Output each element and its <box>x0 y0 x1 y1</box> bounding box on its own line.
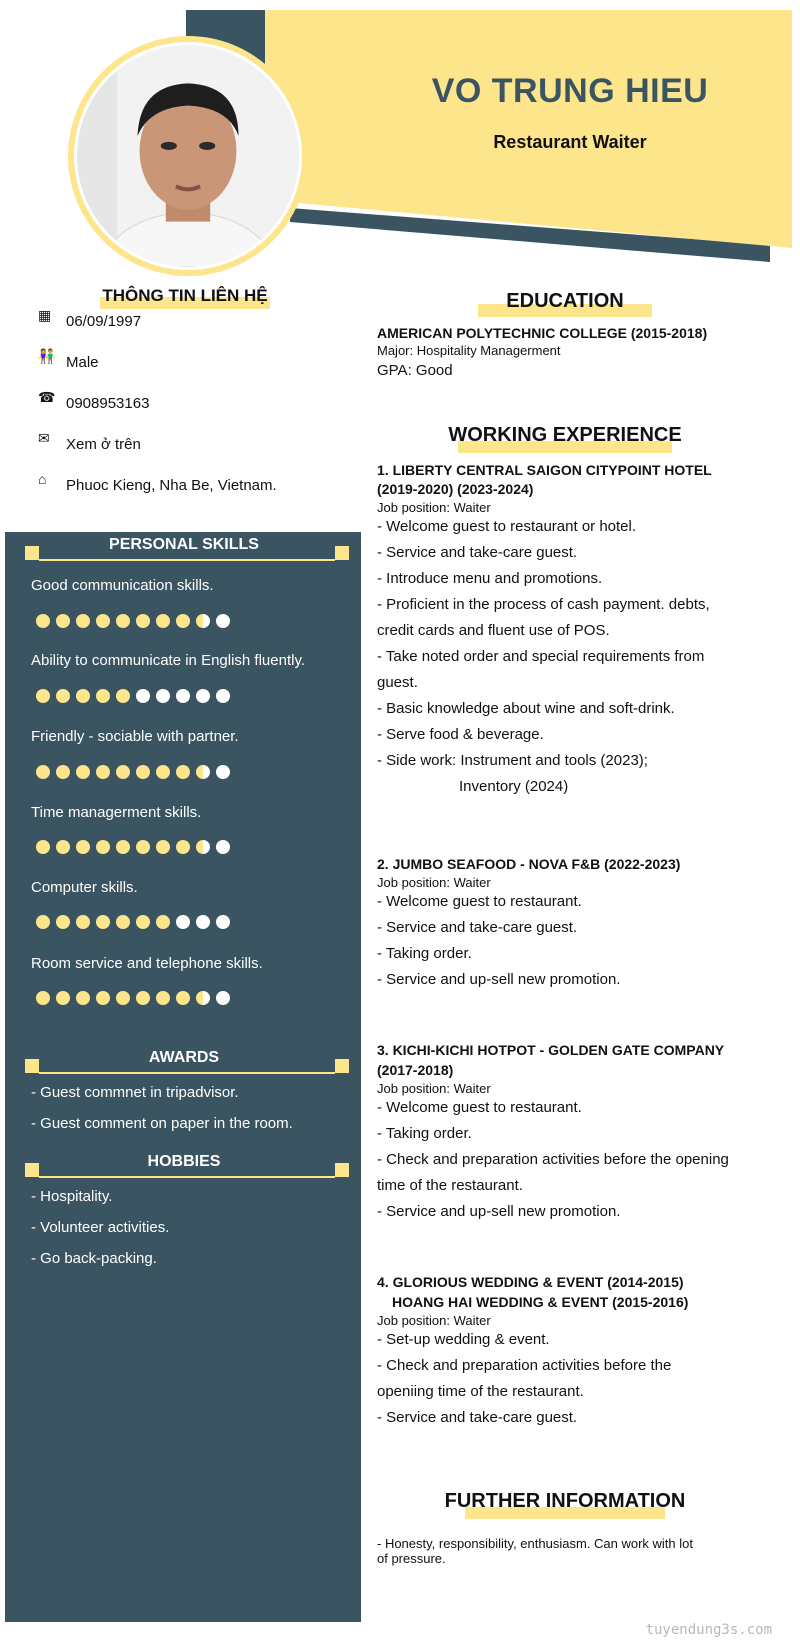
skill-dot <box>196 614 210 628</box>
skills-title: PERSONAL SKILLS <box>109 536 259 553</box>
job-duty: - Side work: Instrument and tools (2023); <box>377 752 648 769</box>
job-duty: - Taking order. <box>377 1125 472 1142</box>
skill-dot <box>176 840 190 854</box>
skill-dot <box>196 915 210 929</box>
skill-dot <box>176 689 190 703</box>
skill-dot <box>56 689 70 703</box>
further-text: of pressure. <box>377 1551 446 1566</box>
skill-dot <box>96 689 110 703</box>
job-position: Job position: Waiter <box>377 1081 491 1096</box>
hobby-item: - Go back-packing. <box>31 1250 157 1267</box>
job-position: Job position: Waiter <box>377 1313 491 1328</box>
contact-gender: 👫 Male <box>38 348 99 371</box>
job-duty: - Take noted order and special requirements from <box>377 648 705 665</box>
gender-icon: 👫 <box>38 348 56 364</box>
skill-dot <box>56 840 70 854</box>
skill-dot <box>76 765 90 779</box>
skill-dot <box>56 614 70 628</box>
job-duty: - Check and preparation activities before the <box>377 1357 672 1374</box>
skill-dot <box>136 614 150 628</box>
job-duty: openiing time of the restaurant. <box>377 1383 584 1400</box>
job-position: Job position: Waiter <box>377 500 491 515</box>
skill-dot <box>176 915 190 929</box>
job-duty: - Set-up wedding & event. <box>377 1331 550 1348</box>
job-duty: - Introduce menu and promotions. <box>377 570 603 587</box>
job-duty: - Service and take-care guest. <box>377 544 578 561</box>
job-heading: 2. JUMBO SEAFOOD - NOVA F&B (2022-2023) <box>377 856 681 872</box>
skill-dot <box>56 991 70 1005</box>
job-duty: guest. <box>377 674 418 691</box>
job-position: Job position: Waiter <box>377 875 491 890</box>
education-title: EDUCATION <box>470 290 660 313</box>
skill-dot <box>96 991 110 1005</box>
skill-dot <box>216 840 230 854</box>
job-duty: - Check and preparation activities before the opening <box>377 1151 729 1168</box>
profile-photo <box>77 45 299 267</box>
job-duty: - Taking order. <box>377 945 472 962</box>
skills-header <box>19 532 349 562</box>
candidate-name: VO TRUNG HIEU <box>431 72 709 110</box>
work-title: WORKING EXPERIENCE <box>440 424 690 447</box>
contact-email: ✉ Xem ở trên <box>38 430 141 453</box>
avatar <box>68 36 308 276</box>
skill-dot <box>116 689 130 703</box>
skill-dot <box>36 689 50 703</box>
job-duty: Inventory (2024) <box>459 778 569 795</box>
skill-dot <box>136 840 150 854</box>
skill-label: Friendly - sociable with partner. <box>31 728 239 745</box>
skill-dot <box>56 765 70 779</box>
skill-dot <box>156 915 170 929</box>
skill-dot <box>96 915 110 929</box>
further-text: - Honesty, responsibility, enthusiasm. Can work with lot <box>377 1536 693 1551</box>
job-duty: - Basic knowledge about wine and soft-drink. <box>377 700 675 717</box>
skill-dot <box>136 689 150 703</box>
skill-dot <box>36 614 50 628</box>
left-panel <box>5 532 361 1622</box>
skill-rating <box>36 689 230 703</box>
job-heading: 1. LIBERTY CENTRAL SAIGON CITYPOINT HOTEL <box>377 462 712 478</box>
skill-dot <box>76 991 90 1005</box>
hobby-item: - Volunteer activities. <box>31 1219 170 1236</box>
skill-dot <box>196 689 210 703</box>
skill-label: Ability to communicate in English fluently. <box>31 652 306 669</box>
skill-dot <box>216 765 230 779</box>
skill-label: Room service and telephone skills. <box>31 955 263 972</box>
job-duty: - Welcome guest to restaurant. <box>377 893 582 910</box>
skill-dot <box>136 915 150 929</box>
footer-watermark: tuyendung3s.com <box>645 1622 772 1638</box>
award-item: - Guest commnet in tripadvisor. <box>31 1084 239 1101</box>
job-duty: - Service and up-sell new promotion. <box>377 1203 621 1220</box>
home-icon: ⌂ <box>38 471 47 487</box>
skill-dot <box>196 840 210 854</box>
education-school: AMERICAN POLYTECHNIC COLLEGE (2015-2018) <box>377 325 708 341</box>
mail-icon: ✉ <box>38 430 50 446</box>
awards-header <box>19 1045 349 1075</box>
skill-dot <box>96 765 110 779</box>
job-heading: (2017-2018) <box>377 1062 454 1078</box>
skill-dot <box>176 614 190 628</box>
job-duty: - Service and up-sell new promotion. <box>377 971 621 988</box>
skill-dot <box>176 991 190 1005</box>
skill-label: Good communication skills. <box>31 577 214 594</box>
skill-dot <box>116 991 130 1005</box>
candidate-role: Restaurant Waiter <box>493 132 647 152</box>
skill-rating <box>36 614 230 628</box>
hobbies-title: HOBBIES <box>147 1153 221 1170</box>
skill-dot <box>176 765 190 779</box>
skill-dot <box>156 689 170 703</box>
skill-rating <box>36 915 230 929</box>
skill-dot <box>196 991 210 1005</box>
phone-icon: ☎ <box>38 389 56 405</box>
skill-label: Time managerment skills. <box>31 804 202 821</box>
skill-dot <box>96 614 110 628</box>
job-duty: - Service and take-care guest. <box>377 1409 578 1426</box>
skill-dot <box>216 614 230 628</box>
skill-dot <box>76 689 90 703</box>
skill-dot <box>156 991 170 1005</box>
education-major: Major: Hospitality Managerment <box>377 343 561 358</box>
job-heading: (2019-2020) (2023-2024) <box>377 481 534 497</box>
hobbies-header <box>19 1149 349 1179</box>
skill-dot <box>76 915 90 929</box>
awards-title: AWARDS <box>148 1049 220 1066</box>
skill-dot <box>156 765 170 779</box>
skill-dot <box>76 614 90 628</box>
job-heading: HOANG HAI WEDDING & EVENT (2015-2016) <box>392 1294 689 1310</box>
skill-dot <box>36 765 50 779</box>
skill-dot <box>76 840 90 854</box>
skill-dot <box>36 915 50 929</box>
job-duty: - Welcome guest to restaurant. <box>377 1099 582 1116</box>
award-item: - Guest comment on paper in the room. <box>31 1115 293 1132</box>
job-heading: 4. GLORIOUS WEDDING & EVENT (2014-2015) <box>377 1274 684 1290</box>
skill-rating <box>36 991 230 1005</box>
contact-phone: ☎ 0908953163 <box>38 389 150 412</box>
skill-label: Computer skills. <box>31 879 138 896</box>
skill-dot <box>216 991 230 1005</box>
job-duty: credit cards and fluent use of POS. <box>377 622 610 639</box>
skill-dot <box>96 840 110 854</box>
hobby-item: - Hospitality. <box>31 1188 113 1205</box>
job-duty: - Proficient in the process of cash payment. debts, <box>377 596 710 613</box>
job-duty: - Welcome guest to restaurant or hotel. <box>377 518 637 535</box>
skill-dot <box>116 614 130 628</box>
contact-birthday: ▦ 06/09/1997 <box>38 307 142 330</box>
skill-rating <box>36 765 230 779</box>
skill-dot <box>116 840 130 854</box>
skill-dot <box>116 915 130 929</box>
skill-dot <box>56 915 70 929</box>
contact-title: THÔNG TIN LIÊN HỆ <box>90 286 280 306</box>
skill-dot <box>116 765 130 779</box>
skill-dot <box>196 765 210 779</box>
education-gpa: GPA: Good <box>377 362 453 379</box>
contact-address: ⌂ Phuoc Kieng, Nha Be, Vietnam. <box>38 471 277 494</box>
job-duty: - Service and take-care guest. <box>377 919 578 936</box>
further-title: FURTHER INFORMATION <box>435 1490 695 1513</box>
skill-dot <box>36 991 50 1005</box>
skill-dot <box>156 840 170 854</box>
skill-dot <box>156 614 170 628</box>
calendar-icon: ▦ <box>38 307 52 323</box>
skill-dot <box>216 915 230 929</box>
skill-rating <box>36 840 230 854</box>
skill-dot <box>216 689 230 703</box>
skill-dot <box>36 840 50 854</box>
skill-dot <box>136 991 150 1005</box>
job-duty: - Serve food & beverage. <box>377 726 544 743</box>
job-duty: time of the restaurant. <box>377 1177 523 1194</box>
skill-dot <box>136 765 150 779</box>
job-heading: 3. KICHI-KICHI HOTPOT - GOLDEN GATE COMPANY <box>377 1042 725 1058</box>
